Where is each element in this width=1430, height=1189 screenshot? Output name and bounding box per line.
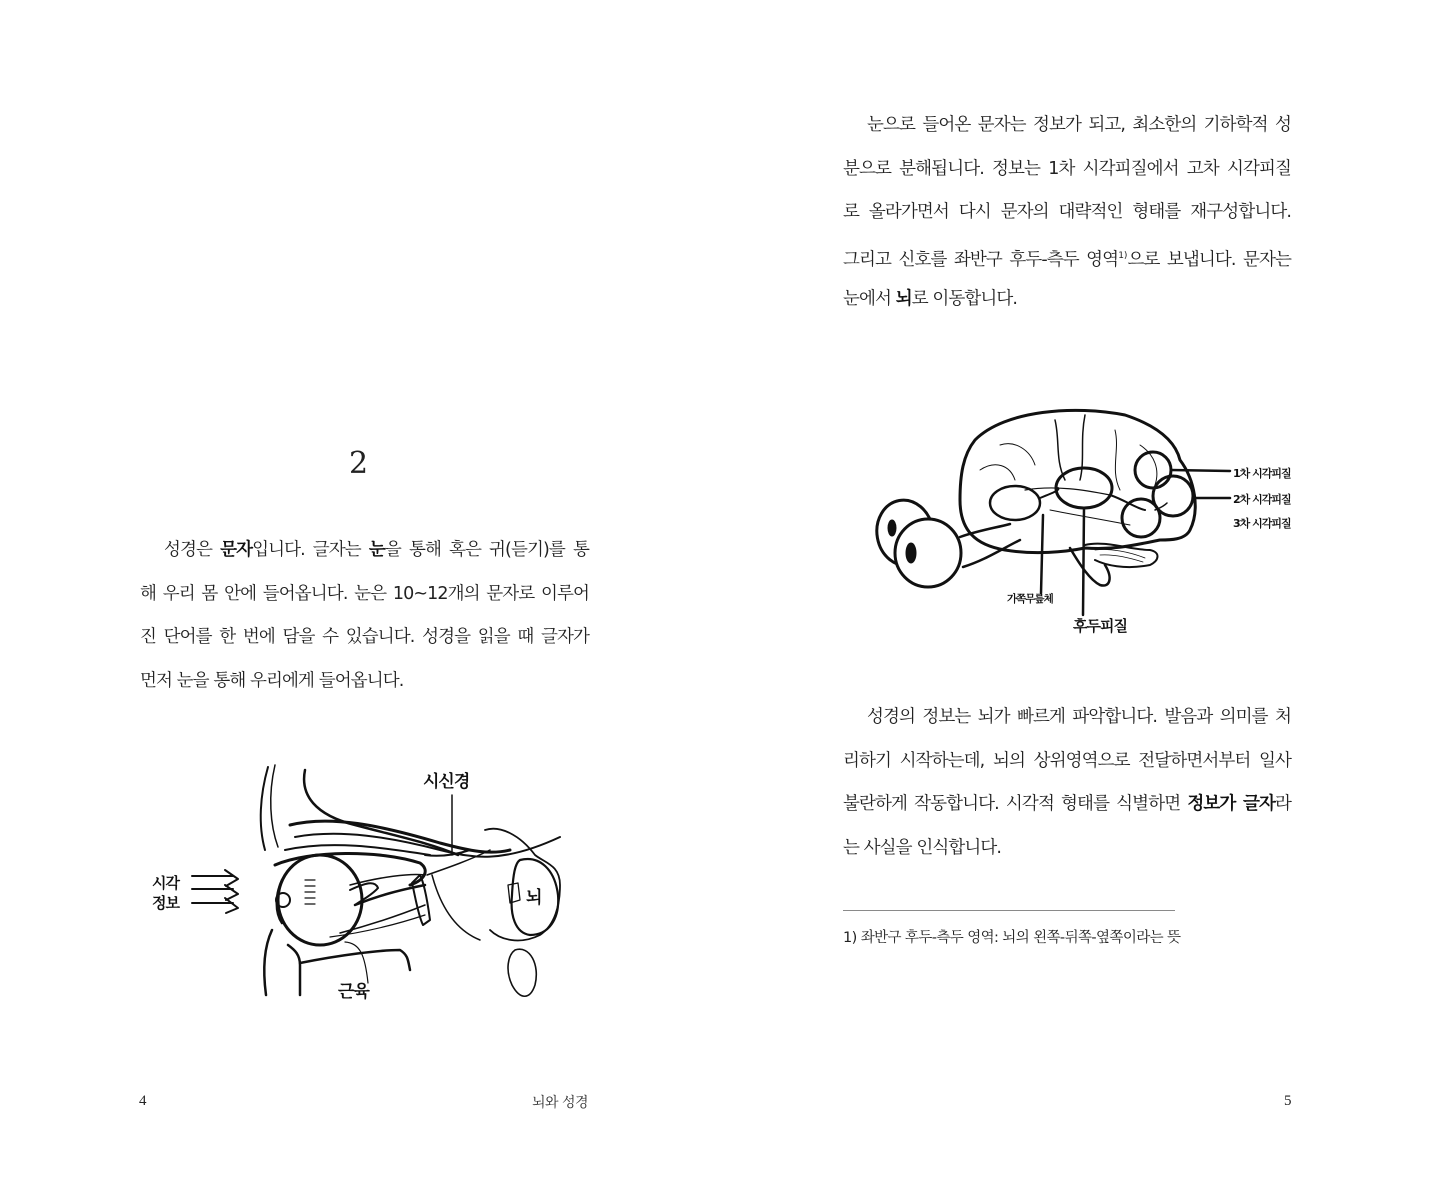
text-line (843, 740, 1291, 784)
footnote-ref: 1) (1118, 250, 1128, 261)
chapter-number: 2 (349, 446, 369, 481)
text-line (843, 696, 1291, 740)
label-v3: 3차 시각피질 (1233, 517, 1291, 530)
label-optic-nerve: 시신경 (423, 772, 470, 792)
footnote: 1) 좌반구 후두-측두 영역: 뇌의 왼쪽-뒤쪽-옆쪽이라는 뜻 (843, 930, 1181, 946)
text-line (140, 529, 589, 573)
label-visual-info-1: 시각 (152, 874, 179, 892)
text-run: 로 올라가면서 다시 문자의 대략적인 형태를 재구성합니다. (843, 202, 1291, 222)
left-body-paragraph (140, 529, 589, 703)
label-v2: 2차 시각피질 (1233, 493, 1291, 506)
emphasis: 뇌 (895, 289, 912, 309)
eye-brain-illustration (140, 755, 580, 1015)
text-run: 불란하게 작동합니다. 시각적 형태를 식별하면 (843, 794, 1188, 814)
label-occipital: 후두피질 (1073, 617, 1127, 635)
text-run: 입니다. 글자는 (252, 540, 369, 560)
emphasis: 정보가 글자 (1187, 794, 1275, 814)
label-lgn: 가쪽무릎체 (1007, 593, 1053, 605)
text-run: 로 이동합니다. (911, 289, 1018, 309)
page-number-right: 5 (1284, 1093, 1292, 1109)
text-run: 라 (1274, 794, 1291, 814)
text-line (140, 616, 589, 660)
footnote-divider (843, 910, 1175, 911)
text-line (843, 191, 1291, 235)
text-line (140, 660, 589, 704)
text-run: 그리고 신호를 좌반구 후두-측두 영역 (843, 249, 1119, 270)
text-run: 진 단어를 한 번에 담을 수 있습니다. 성경을 읽을 때 글자가 (140, 627, 589, 647)
label-brain: 뇌 (526, 888, 542, 908)
right-page (715, 0, 1430, 1189)
right-body-paragraph-1 (843, 104, 1291, 322)
text-line (843, 827, 1291, 871)
text-run: 성경은 (164, 540, 221, 560)
text-line (843, 104, 1291, 148)
text-run: 먼저 눈을 통해 우리에게 들어옵니다. (140, 670, 404, 691)
text-run: 성경의 정보는 뇌가 빠르게 파악합니다. 발음과 의미를 처 (867, 707, 1291, 727)
page-number-left: 4 (139, 1093, 147, 1109)
text-line (140, 573, 589, 617)
text-run: 해 우리 몸 안에 들어옵니다. 눈은 10~12개의 문자로 이루어 (140, 583, 589, 604)
right-body-paragraph-2 (843, 696, 1291, 870)
running-head: 뇌와 성경 (531, 1095, 589, 1111)
text-run: 으로 보냅니다. 문자는 (1127, 249, 1291, 270)
text-run: 눈으로 들어온 문자는 정보가 되고, 최소한의 기하학적 성 (867, 115, 1291, 135)
text-line (843, 235, 1291, 279)
text-run: 리하기 시작하는데, 뇌의 상위영역으로 전달하면서부터 일사 (843, 750, 1291, 771)
text-run: 눈에서 (843, 289, 896, 309)
text-line (843, 278, 1291, 322)
text-run: 을 통해 혹은 귀(듣기)를 통 (384, 540, 589, 560)
text-line (843, 783, 1291, 827)
emphasis: 문자 (220, 540, 253, 560)
label-muscle: 근육 (338, 982, 369, 1002)
label-visual-info-2: 정보 (152, 894, 179, 912)
text-run: 는 사실을 인식합니다. (843, 837, 1002, 858)
text-run: 분으로 분해됩니다. 정보는 1차 시각피질에서 고차 시각피질 (843, 158, 1291, 179)
text-line (843, 148, 1291, 192)
label-v1: 1차 시각피질 (1233, 467, 1291, 480)
emphasis: 눈 (368, 540, 385, 560)
brain-visual-cortex-illustration (855, 400, 1295, 640)
